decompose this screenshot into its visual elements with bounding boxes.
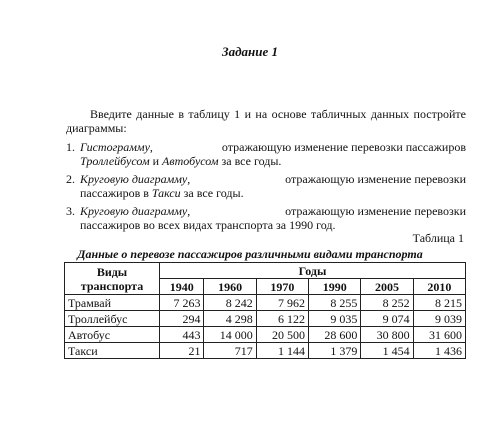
task-keyword: Такси bbox=[151, 186, 181, 200]
transport-name: Такси bbox=[65, 343, 160, 359]
table-row bbox=[65, 295, 466, 311]
table-row bbox=[65, 343, 466, 359]
task-keyword: Троллейбусом bbox=[80, 154, 150, 168]
transport-name: Троллейбус bbox=[65, 311, 160, 327]
table-label: Таблица 1 bbox=[412, 231, 464, 245]
task-list bbox=[66, 140, 466, 236]
table-cell: 20 500 bbox=[256, 327, 308, 343]
year-header: 1940 bbox=[160, 279, 204, 295]
table-cell: 443 bbox=[160, 327, 204, 343]
table-cell: 9 035 bbox=[309, 311, 361, 327]
table-cell: 31 600 bbox=[413, 327, 465, 343]
table-cell: 7 962 bbox=[256, 295, 308, 311]
table-cell: 1 454 bbox=[361, 343, 413, 359]
task-text: отражающую изменение перевозки bbox=[285, 204, 466, 218]
year-header: 1990 bbox=[309, 279, 361, 295]
table-cell: 8 255 bbox=[309, 295, 361, 311]
table-cell: 294 bbox=[160, 311, 204, 327]
task-item: 1. Гистограмму, отражающую изменение перевозки пассажиров Троллейбусом и Автобусом за все годы. bbox=[66, 140, 466, 168]
year-header: 2005 bbox=[361, 279, 413, 295]
year-header: 1960 bbox=[204, 279, 256, 295]
transport-name: Трамвай bbox=[65, 295, 160, 311]
year-header: 2010 bbox=[413, 279, 465, 295]
table-row bbox=[65, 327, 466, 343]
table-cell: 8 215 bbox=[413, 295, 465, 311]
intro-paragraph: Введите данные в таблицу 1 и на основе табличных данных постройте диаграммы: bbox=[66, 107, 466, 135]
task-text: пассажиров во всех видах транспорта за 1990 год. bbox=[80, 218, 336, 232]
col-header-transport: Виды транспорта bbox=[65, 263, 160, 295]
table-cell: 1 436 bbox=[413, 343, 465, 359]
table-cell: 8 242 bbox=[204, 295, 256, 311]
task-keyword: Круговую диаграмму bbox=[80, 172, 188, 186]
col-header-years: Годы bbox=[160, 263, 466, 279]
table-cell: 717 bbox=[204, 343, 256, 359]
task-keyword: Гистограмму bbox=[80, 140, 150, 154]
table-header-row bbox=[65, 263, 466, 279]
task-item: 3. Круговую диаграмму, отражающую изменение перевозки пассажиров во всех видах транспорта за 1990 год. bbox=[66, 204, 466, 232]
table-cell: 21 bbox=[160, 343, 204, 359]
task-text: пассажиров в bbox=[80, 186, 149, 200]
task-keyword: Автобусом bbox=[162, 154, 219, 168]
task-number: 3. bbox=[66, 204, 75, 218]
table-cell: 4 298 bbox=[204, 311, 256, 327]
task-number: 2. bbox=[66, 172, 75, 186]
task-text: отражающую изменение перевозки пассажиров bbox=[221, 140, 466, 154]
task-text: за все годы. bbox=[183, 186, 244, 200]
task-text: за все годы. bbox=[221, 154, 282, 168]
table-cell: 6 122 bbox=[256, 311, 308, 327]
table-cell: 7 263 bbox=[160, 295, 204, 311]
table-caption: Данные о перевозе пассажиров различными видами транспорта bbox=[77, 247, 423, 261]
table-cell: 28 600 bbox=[309, 327, 361, 343]
task-keyword: Круговую диаграмму bbox=[80, 204, 188, 218]
task-number: 1. bbox=[66, 140, 75, 154]
data-table bbox=[64, 262, 466, 359]
transport-name: Автобус bbox=[65, 327, 160, 343]
table-cell: 1 379 bbox=[309, 343, 361, 359]
table-cell: 14 000 bbox=[204, 327, 256, 343]
task-text: и bbox=[152, 154, 160, 168]
year-header: 1970 bbox=[256, 279, 308, 295]
table-cell: 30 800 bbox=[361, 327, 413, 343]
table-cell: 9 039 bbox=[413, 311, 465, 327]
page-title: Задание 1 bbox=[221, 44, 279, 59]
task-text: отражающую изменение перевозки bbox=[285, 172, 466, 186]
table-cell: 9 074 bbox=[361, 311, 413, 327]
task-item: 2. Круговую диаграмму, отражающую изменение перевозки пассажиров в Такси за все годы. bbox=[66, 172, 466, 200]
table-cell: 1 144 bbox=[256, 343, 308, 359]
table-cell: 8 252 bbox=[361, 295, 413, 311]
table-row bbox=[65, 311, 466, 327]
